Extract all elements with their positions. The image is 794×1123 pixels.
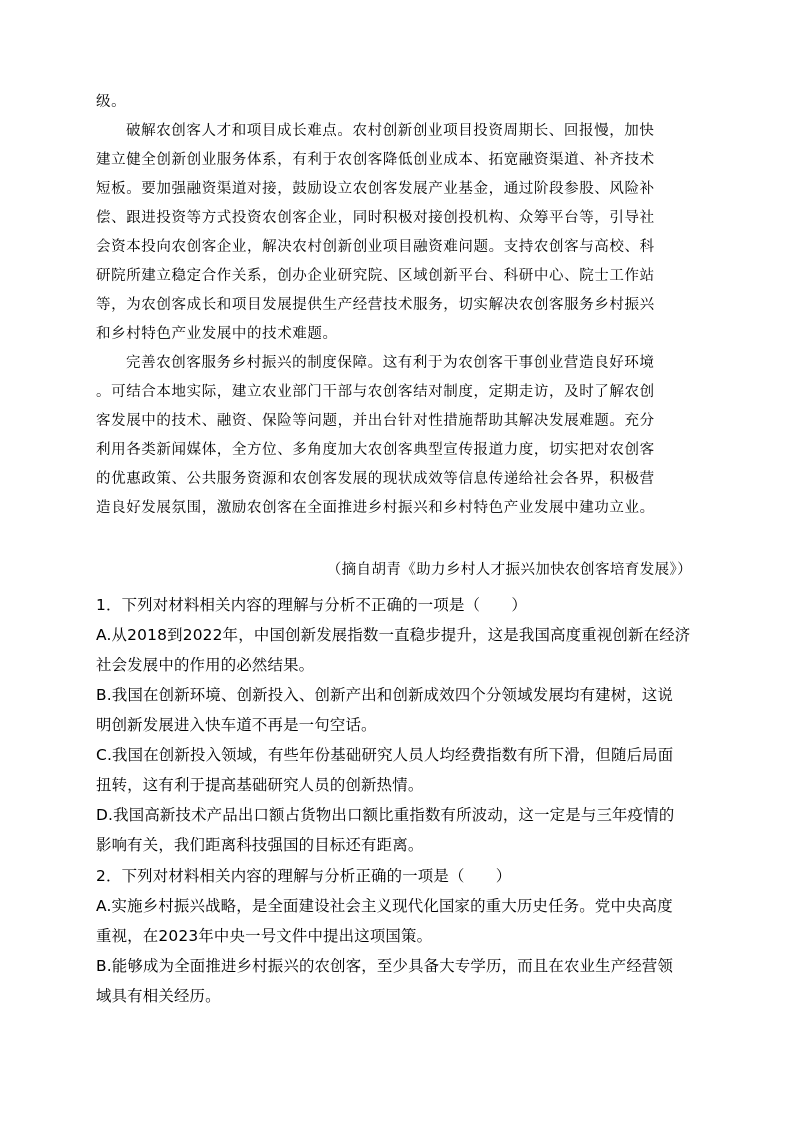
option-line: A.从2018到2022年，中国创新发展指数一直稳步提升，这是我国高度重视创新在经济: [96, 626, 691, 644]
question-1: [96, 589, 700, 860]
passage-source-citation: （摘自胡青《助力乡村人才振兴加快农创客培育发展》）: [326, 562, 692, 578]
option-c: [96, 740, 700, 800]
option-line: A.实施乡村振兴战略，是全面建设社会主义现代化国家的重大历史任务。党中央高度: [96, 897, 673, 915]
passage-line: 完善农创客服务乡村振兴的制度保障。这有利于为农创客干事创业营造良好环境: [126, 355, 655, 371]
passage-line: 破解农创客人才和项目成长难点。农村创新创业项目投资周期长、回报慢，加快: [126, 123, 655, 139]
option-line: D.我国高新技术产品出口额占货物出口额比重指数有所波动，这一定是与三年疫情的: [96, 806, 675, 824]
option-line: C.我国在创新投入领域，有些年份基础研究人员人均经费指数有所下滑，但随后局面: [96, 746, 674, 764]
option-b: [96, 680, 700, 740]
option-line: B.我国在创新环境、创新投入、创新产出和创新成效四个分领域发展均有建树，这说: [96, 686, 674, 704]
passage-line: 研院所建立稳定合作关系，创办企业研究院、区域创新平台、科研中心、院士工作站: [96, 268, 655, 284]
option-line: 影响有关，我们距离科技强国的目标还有距离。: [96, 836, 424, 854]
passage-line: 造良好发展氛围，激励农创客在全面推进乡村振兴和乡村特色产业发展中建功立业。: [96, 500, 655, 516]
passage-line: 级。: [96, 94, 127, 110]
question-2: [96, 860, 700, 1011]
passage-line: 和乡村特色产业发展中的技术难题。: [96, 326, 338, 342]
option-d: [96, 800, 700, 860]
reading-passage: [96, 88, 700, 523]
option-line: 域具有相关经历。: [96, 987, 221, 1005]
passage-line: 会资本投向农创客企业，解决农村创新创业项目融资难问题。支持农创客与高校、科: [96, 239, 655, 255]
document-page: [96, 0, 700, 1123]
passage-line: 建立健全创新创业服务体系，有利于农创客降低创业成本、拓宽融资渠道、补齐技术: [96, 152, 655, 168]
option-line: 扭转，这有利于提高基础研究人员的创新热情。: [96, 776, 424, 794]
option-a: [96, 620, 700, 680]
passage-line: 等，为农创客成长和项目发展提供生产经营技术服务，切实解决农创客服务乡村振兴: [96, 297, 655, 313]
question-section: [96, 589, 700, 1011]
option-line: B.能够成为全面推进乡村振兴的农创客，至少具备大专学历，而且在农业生产经营领: [96, 957, 674, 975]
question-stem: 2．下列对材料相关内容的理解与分析正确的一项是（ ）: [96, 867, 512, 885]
passage-line: 。可结合本地实际，建立农业部门干部与农创客结对制度，定期走访，及时了解农创: [96, 384, 655, 400]
option-line: 社会发展中的作用的必然结果。: [96, 656, 315, 674]
option-line: 重视，在2023年中央一号文件中提出这项国策。: [96, 927, 433, 945]
option-b: [96, 951, 700, 1011]
passage-line: 利用各类新闻媒体，全方位、多角度加大农创客典型宣传报道力度，切实把对农创客: [96, 442, 655, 458]
option-a: [96, 891, 700, 951]
question-stem: 1．下列对材料相关内容的理解与分析不正确的一项是（ ）: [96, 596, 527, 614]
passage-line: 客发展中的技术、融资、保险等问题，并出台针对性措施帮助其解决发展难题。充分: [96, 413, 655, 429]
option-line: 明创新发展进入快车道不再是一句空话。: [96, 716, 377, 734]
passage-line: 偿、跟进投资等方式投资农创客企业，同时积极对接创投机构、众筹平台等，引导社: [96, 210, 655, 226]
passage-line: 的优惠政策、公共服务资源和农创客发展的现状成效等信息传递给社会各界，积极营: [96, 471, 655, 487]
passage-line: 短板。要加强融资渠道对接，鼓励设立农创客发展产业基金，通过阶段参股、风险补: [96, 181, 655, 197]
